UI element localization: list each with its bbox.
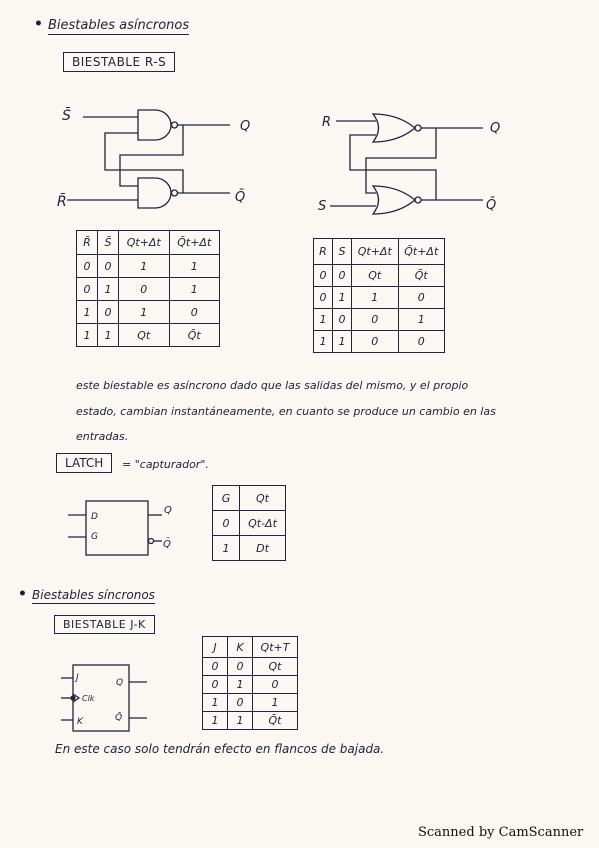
jk-block-diagram (55, 660, 165, 735)
table-cell: 1 (169, 255, 220, 278)
table-cell: 0 (98, 301, 119, 324)
jk-title-box: BIESTABLE J-K (54, 615, 155, 634)
latch-output-qbar-label: Q̄ (163, 539, 171, 550)
table-cell: 0 (352, 309, 399, 331)
table-cell: 1 (169, 278, 220, 301)
table-cell: 1 (398, 309, 445, 331)
table-cell: 0 (398, 331, 445, 353)
latch-input-d-label: D (91, 512, 98, 522)
right-output-q-label: Q (490, 121, 501, 136)
nand-gate-top (138, 110, 171, 140)
scanner-footer: Scanned by CamScanner (418, 825, 584, 840)
table-header: G (213, 486, 240, 511)
table-header: Qt+Δt (119, 231, 170, 255)
table-header: R̄ (77, 231, 98, 255)
nor-gate-bottom (373, 186, 415, 214)
table-cell: Qt (119, 324, 170, 347)
table-header: S̄ (98, 231, 119, 255)
bullet-dot: • (34, 16, 43, 32)
rs-title-box: BIESTABLE R-S (63, 52, 175, 72)
left-output-q-label: Q (240, 119, 251, 134)
jk-input-clk-label: Clk (82, 694, 95, 703)
latch-input-g-label: G (91, 532, 98, 542)
table-cell: 1 (228, 676, 253, 694)
table-header: Qt (240, 486, 286, 511)
latch-block-diagram (66, 495, 186, 560)
table-cell: 0 (398, 287, 445, 309)
table-cell: Q̄t (253, 712, 298, 730)
rs-note-line-3: entradas. (76, 430, 129, 443)
table-cell: 1 (203, 712, 228, 730)
table-cell: 0 (77, 278, 98, 301)
table-header: R (314, 239, 333, 265)
bullet-dot: • (18, 586, 27, 602)
left-output-qbar-label: Q̄ (235, 190, 246, 205)
table-cell: 0 (228, 658, 253, 676)
nor-truth-table (313, 238, 445, 353)
table-cell: 0 (203, 676, 228, 694)
table-cell: 1 (77, 301, 98, 324)
nand-rs-circuit (55, 100, 275, 210)
table-header: Qt+T (253, 637, 298, 658)
table-cell: 0 (169, 301, 220, 324)
table-cell: 0 (203, 658, 228, 676)
right-output-qbar-label: Q̄ (486, 198, 497, 213)
table-cell: 1 (314, 309, 333, 331)
table-cell: 0 (228, 694, 253, 712)
table-cell: Dt (240, 536, 286, 561)
table-header: Q̄t+Δt (398, 239, 445, 265)
nand-gate-bottom (138, 178, 171, 208)
jk-output-qbar-label: Q̄ (115, 713, 123, 723)
jk-truth-table (202, 636, 298, 730)
table-cell: 1 (203, 694, 228, 712)
latch-meaning: = "capturador". (122, 458, 209, 471)
table-cell: Qt (253, 658, 298, 676)
table-cell: Q̄t (398, 265, 445, 287)
latch-title-box: LATCH (56, 453, 112, 473)
table-cell: 1 (228, 712, 253, 730)
table-header: J (203, 637, 228, 658)
jk-input-j-label: J (76, 673, 79, 683)
table-header: S (333, 239, 352, 265)
rs-note-line-1: este biestable es asíncrono dado que las salidas del mismo, y el propio (76, 379, 469, 392)
table-cell: 1 (119, 255, 170, 278)
table-cell: Qt (352, 265, 399, 287)
table-cell: 1 (119, 301, 170, 324)
table-cell: 0 (253, 676, 298, 694)
table-cell: 0 (314, 265, 333, 287)
table-cell: 0 (77, 255, 98, 278)
section-heading-async: Biestables asíncronos (48, 18, 190, 33)
left-input-bottom-label: R̄ (57, 194, 67, 210)
table-cell: 0 (333, 265, 352, 287)
latch-truth-table (212, 485, 286, 561)
table-cell: 1 (253, 694, 298, 712)
table-cell: 1 (98, 278, 119, 301)
table-cell: Q̄t (169, 324, 220, 347)
table-cell: 1 (314, 331, 333, 353)
table-cell: 0 (98, 255, 119, 278)
table-header: Q̄t+Δt (169, 231, 220, 255)
table-cell: 0 (333, 309, 352, 331)
table-cell: 0 (119, 278, 170, 301)
table-cell: 0 (314, 287, 333, 309)
table-cell: 1 (98, 324, 119, 347)
right-input-top-label: R (322, 115, 332, 130)
table-cell: 1 (333, 287, 352, 309)
table-cell: 1 (213, 536, 240, 561)
jk-output-q-label: Q (116, 678, 124, 688)
table-cell: 0 (213, 511, 240, 536)
left-input-top-label: S̄ (62, 108, 71, 124)
jk-note: En este caso solo tendrán efecto en flancos de bajada. (55, 742, 385, 756)
right-input-bottom-label: S (318, 199, 327, 214)
table-cell: 1 (333, 331, 352, 353)
rs-note-line-2: estado, cambian instantáneamente, en cuanto se produce un cambio en las (76, 405, 496, 418)
section-heading-sync: Biestables síncronos (32, 588, 155, 602)
table-cell: 0 (352, 331, 399, 353)
table-cell: 1 (77, 324, 98, 347)
nor-rs-circuit (318, 108, 518, 220)
table-header: Qt+Δt (352, 239, 399, 265)
latch-output-q-label: Q (164, 505, 172, 516)
table-cell: Qt-Δt (240, 511, 286, 536)
nand-truth-table (76, 230, 220, 347)
jk-input-k-label: K (77, 717, 83, 727)
table-cell: 1 (352, 287, 399, 309)
nor-gate-top (373, 114, 415, 142)
table-header: K (228, 637, 253, 658)
